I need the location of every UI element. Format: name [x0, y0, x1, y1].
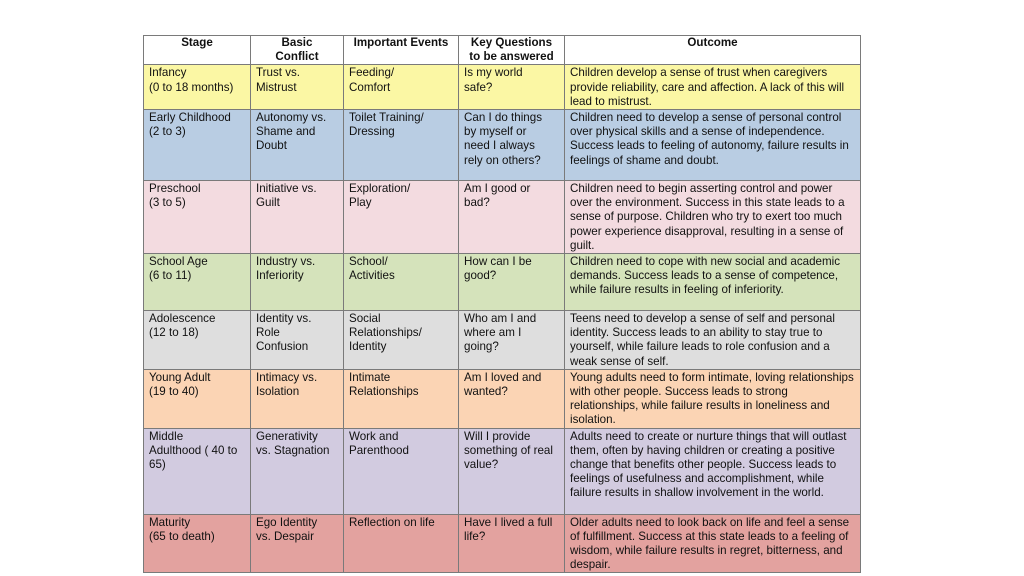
- outcome-cell: Teens need to develop a sense of self and personal identity. Success leads to an ability to stay true to yourself, while failure leads to role confusion and a weak sense of self.: [565, 311, 861, 370]
- stage-cell: Early Childhood (2 to 3): [144, 110, 251, 181]
- stage-cell: School Age (6 to 11): [144, 254, 251, 311]
- conflict-cell: Ego Identity vs. Despair: [251, 514, 344, 573]
- outcome-cell: Children need to begin asserting control and power over the environment. Success in this state leads to a sense of purpose. Children who try to exert too much power experience disapproval, resulting in a sense of guilt.: [565, 181, 861, 254]
- outcome-cell: Children develop a sense of trust when caregivers provide reliability, care and affection. A lack of this will lead to mistrust.: [565, 65, 861, 110]
- outcome-cell: Older adults need to look back on life and feel a sense of fulfillment. Success at this state leads to a feeling of wisdom, while failure results in regret, bitterness, and despair.: [565, 514, 861, 573]
- header-key-questions: Key Questions to be answered: [459, 36, 565, 65]
- header-row: [144, 36, 861, 65]
- events-cell: Social Relationships/ Identity: [344, 311, 459, 370]
- header-outcome: Outcome: [565, 36, 861, 65]
- stage-cell: Adolescence (12 to 18): [144, 311, 251, 370]
- table-row: [144, 428, 861, 514]
- table-header: [144, 36, 861, 65]
- question-cell: Have I lived a full life?: [459, 514, 565, 573]
- events-cell: Toilet Training/ Dressing: [344, 110, 459, 181]
- conflict-cell: Intimacy vs. Isolation: [251, 369, 344, 428]
- conflict-cell: Industry vs. Inferiority: [251, 254, 344, 311]
- conflict-cell: Trust vs. Mistrust: [251, 65, 344, 110]
- events-cell: Work and Parenthood: [344, 428, 459, 514]
- question-cell: Am I loved and wanted?: [459, 369, 565, 428]
- question-cell: Is my world safe?: [459, 65, 565, 110]
- outcome-cell: Young adults need to form intimate, loving relationships with other people. Success leads to strong relationships, while failure results in loneliness and isolation.: [565, 369, 861, 428]
- stage-cell: Middle Adulthood ( 40 to 65): [144, 428, 251, 514]
- question-cell: How can I be good?: [459, 254, 565, 311]
- table-body: [144, 65, 861, 573]
- header-stage: Stage: [144, 36, 251, 65]
- events-cell: School/ Activities: [344, 254, 459, 311]
- table-row: [144, 254, 861, 311]
- question-cell: Am I good or bad?: [459, 181, 565, 254]
- events-cell: Intimate Relationships: [344, 369, 459, 428]
- table-row: [144, 65, 861, 110]
- stage-cell: Infancy (0 to 18 months): [144, 65, 251, 110]
- question-cell: Will I provide something of real value?: [459, 428, 565, 514]
- stage-cell: Young Adult (19 to 40): [144, 369, 251, 428]
- outcome-cell: Adults need to create or nurture things that will outlast them, often by having children or creating a positive change that benefits other people. Success leads to feelings of usefulness and accomplishment, while failure results in shallow involvement in the world.: [565, 428, 861, 514]
- outcome-cell: Children need to cope with new social and academic demands. Success leads to a sense of competence, while failure results in feeling of inferiority.: [565, 254, 861, 311]
- stage-cell: Maturity (65 to death): [144, 514, 251, 573]
- table-row: [144, 311, 861, 370]
- conflict-cell: Generativity vs. Stagnation: [251, 428, 344, 514]
- conflict-cell: Identity vs. Role Confusion: [251, 311, 344, 370]
- table-row: [144, 110, 861, 181]
- events-cell: Reflection on life: [344, 514, 459, 573]
- erikson-stages-table: [143, 35, 861, 573]
- outcome-cell: Children need to develop a sense of personal control over physical skills and a sense of independence. Success leads to feeling of autonomy, failure results in feelings of shame and doubt.: [565, 110, 861, 181]
- question-cell: Can I do things by myself or need I always rely on others?: [459, 110, 565, 181]
- question-cell: Who am I and where am I going?: [459, 311, 565, 370]
- events-cell: Feeding/ Comfort: [344, 65, 459, 110]
- conflict-cell: Autonomy vs. Shame and Doubt: [251, 110, 344, 181]
- header-basic-conflict: Basic Conflict: [251, 36, 344, 65]
- table-row: [144, 181, 861, 254]
- table-row: [144, 369, 861, 428]
- table-row: [144, 514, 861, 573]
- events-cell: Exploration/ Play: [344, 181, 459, 254]
- header-important-events: Important Events: [344, 36, 459, 65]
- conflict-cell: Initiative vs. Guilt: [251, 181, 344, 254]
- stage-cell: Preschool (3 to 5): [144, 181, 251, 254]
